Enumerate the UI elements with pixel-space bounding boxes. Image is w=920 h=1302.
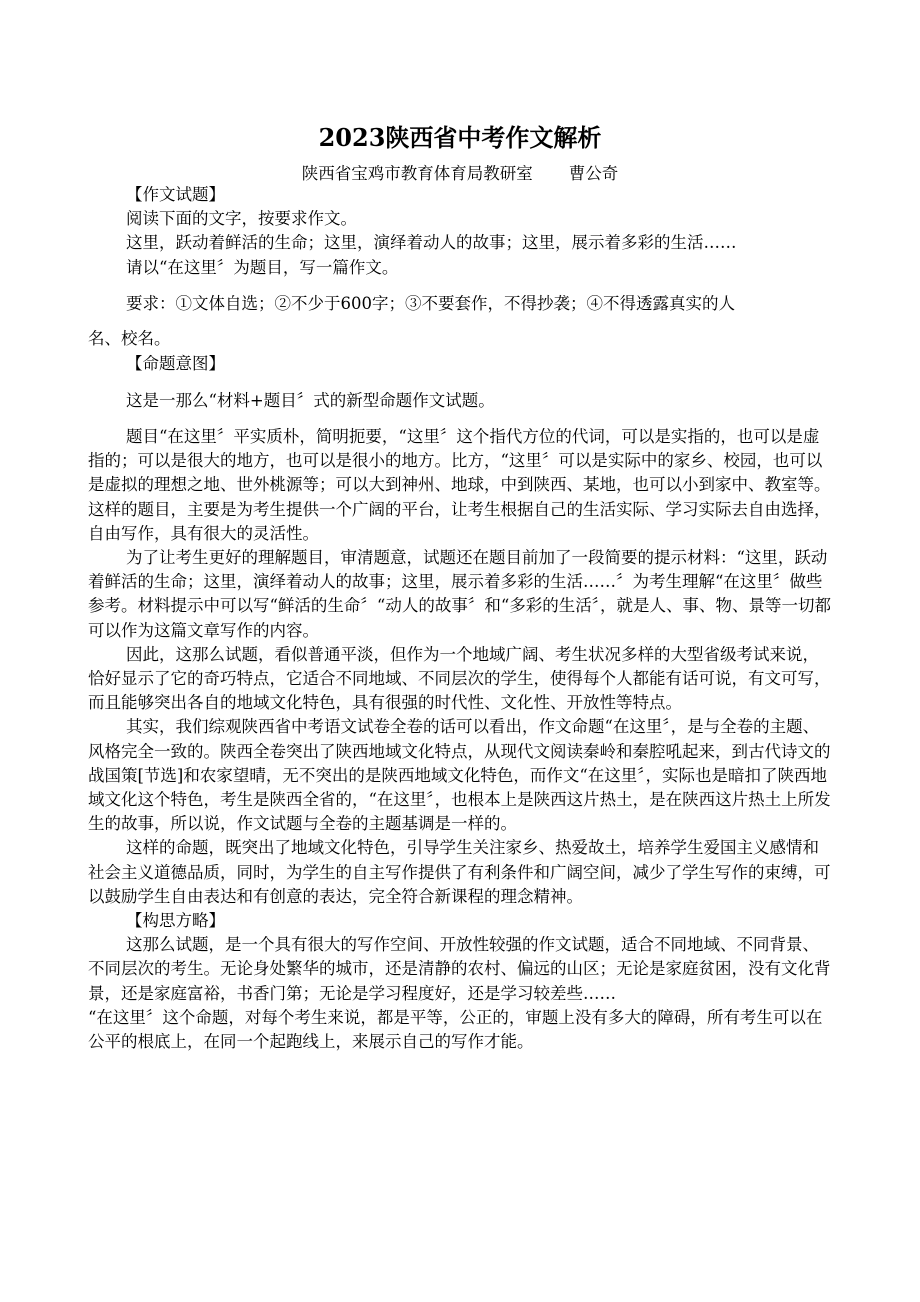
topic-line-2: 这里，跃动着鲜活的生命；这里，演绎着动人的故事；这里，展示着多彩的生活…… [126, 233, 737, 253]
author-org: 陕西省宝鸡市教育体育局教研室 [301, 164, 533, 183]
author-name: 曹公奇 [568, 164, 619, 183]
intent-intro: 这是一那么“材料+题目〞式的新型命题作文试题。 [126, 391, 495, 410]
intent-intro-block [88, 389, 833, 413]
paragraph-6: 这那么试题，是一个具有很大的写作空间、开放性较强的作文试题，适合不同地域、不同背景、不同层次的考生。无论身处繁华的城市，还是清静的农村、偏远的山区；无论是家庭贫困，没有文化背景，还是家庭富裕，书香门第；无论是学习程度好，还是学习较差些…… [88, 935, 831, 1003]
strategy-heading: 【构思方略】 [126, 911, 225, 931]
paragraph-5: 这样的命题，既突出了地域文化特色，引导学生关注家乡、热爱故土，培养学生爱国主义感情和社会主义道德品质，同时，为学生的自主写作提供了有利条件和广阔空间，减少了学生写作的束缚，可以鼓励学生自由表达和有创意的表达，完全符合新课程的理念精神。 [88, 838, 831, 906]
topic-section [88, 183, 833, 280]
requirement-text-1: 要求：①文体自选；②不少于600字；③不要套作，不得抄袭；④不得透露真实的人 [126, 294, 735, 313]
requirement-line-2 [88, 327, 833, 351]
topic-line-1: 阅读下面的文字，按要求作文。 [126, 209, 357, 229]
paragraph-3: 因此，这那么试题，看似普通平淡，但作为一个地域广阔、考生状况多样的大型省级考试来说，恰好显示了它的奇巧特点，它适合不同地域、不同层次的学生，使得每个人都能有话可说，有文可写，而且能够突出各自的地域文化特色，具有很强的时代性、文化性、开放性等特点。 [88, 644, 831, 713]
intent-heading-block [88, 352, 833, 376]
page-title: 2023陕西省中考作文解析 [318, 123, 602, 152]
author-line [0, 160, 920, 184]
paragraph-4: 其实，我们综观陕西省中考语文试卷全卷的话可以看出，作文命题“在这里〞，是与全卷的主题、风格完全一致的。陕西全卷突出了陕西地域文化特点，从现代文阅读秦岭和秦腔吼起来，到古代诗文的战国策[节选]和农家望晴，无不突出的是陕西地域文化特色，而作文“在这里〞，实际也是暗扣了陕西地域文化这个特色，考生是陕西全省的，“在这里〞，也根本上是陕西这片热土，是在陕西这片热土上所发生的故事，所以说，作文试题与全卷的主题基调是一样的。 [88, 717, 831, 834]
topic-heading: 【作文试题】 [126, 185, 225, 204]
topic-line-3: 请以“在这里〞为题目，写一篇作文。 [126, 257, 399, 277]
requirement-text-2: 名、校名。 [88, 329, 171, 348]
paragraph-2: 为了让考生更好的理解题目，审清题意，试题还在题目前加了一段简要的提示材料：“这里，跃动着鲜活的生命；这里，演绎着动人的故事；这里，展示着多彩的生活……〞为考生理解“在这里〞做些参考。材料提示中可以写“鲜活的生命〞“动人的故事〞和“多彩的生活〞，就是人、事、物、景等一切都可以作为这篇文章写作的内容。 [88, 548, 832, 640]
paragraph-1: 题目“在这里〞平实质朴，简明扼要，“这里〞这个指代方位的代词，可以是实指的，也可以是虚指的；可以是很大的地方，也可以是很小的地方。比方，“这里〞可以是实际中的家乡、校园，也可以是虚拟的理想之地、世外桃源等；可以大到神州、地球，中到陕西、某地，也可以小到家中、教室等。这样的题目，主要是为考生提供一个广阔的平台，让考生根据自己的生活实际、学习实际去自由选择，自由写作，具有很大的灵活性。 [88, 427, 831, 543]
body-paragraphs [88, 425, 833, 1054]
requirement-line-1 [88, 292, 833, 316]
paragraph-7: “在这里〞这个命题，对每个考生来说，都是平等，公正的，审题上没有多大的障碍，所有考生可以在公平的根底上，在同一个起跑线上，来展示自己的写作才能。 [88, 1007, 823, 1052]
intent-heading: 【命题意图】 [126, 354, 225, 373]
